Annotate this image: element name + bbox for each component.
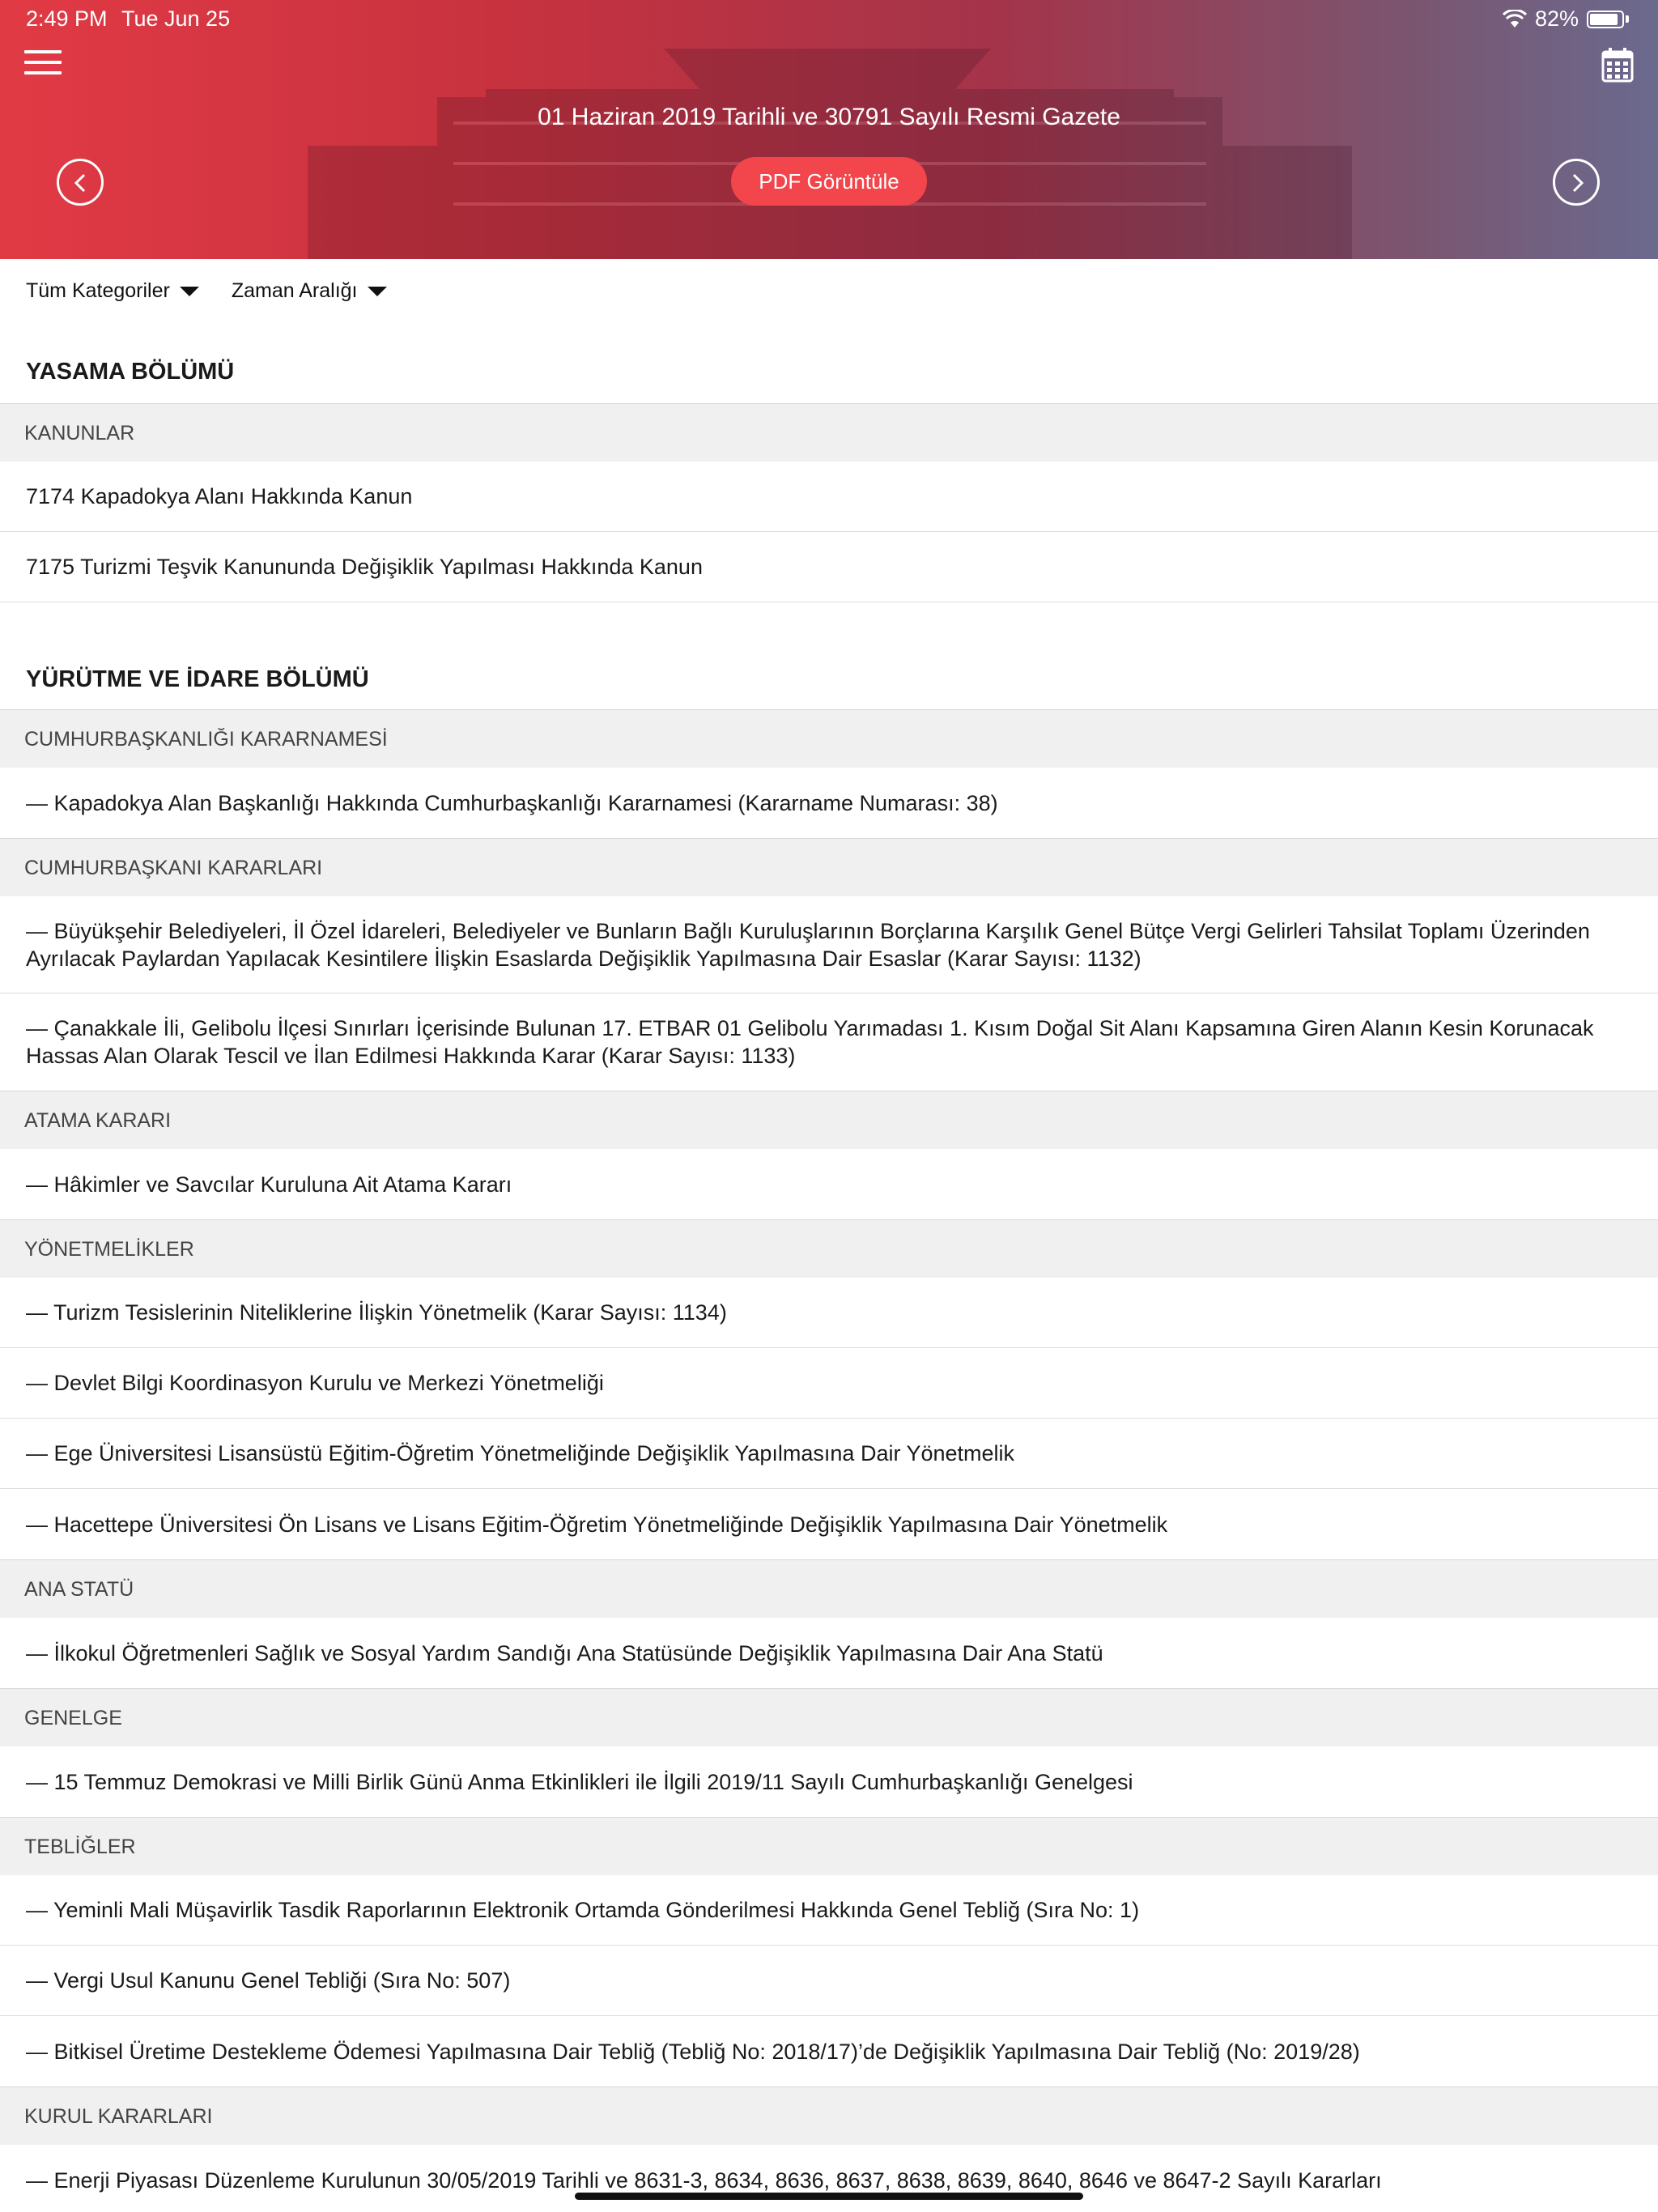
category-header: ATAMA KARARI <box>0 1091 1658 1149</box>
list-item[interactable]: — Vergi Usul Kanunu Genel Tebliği (Sıra No: 507) <box>0 1946 1658 2016</box>
list-item[interactable]: 7174 Kapadokya Alanı Hakkında Kanun <box>0 462 1658 532</box>
status-time: 2:49 PM <box>26 6 108 31</box>
category-header: KURUL KARARLARI <box>0 2087 1658 2145</box>
caret-down-icon <box>180 287 199 296</box>
status-bar <box>0 0 1658 39</box>
battery-icon <box>1587 11 1624 28</box>
category-header: ANA STATÜ <box>0 1559 1658 1618</box>
section-title-yasama: YASAMA BÖLÜMÜ <box>26 359 235 385</box>
list-item[interactable]: — Ege Üniversitesi Lisansüstü Eğitim-Öğretim Yönetmeliğinde Değişiklik Yapılmasına Dair Yönetmelik <box>0 1419 1658 1489</box>
header-banner <box>0 0 1658 259</box>
status-date: Tue Jun 25 <box>121 6 231 31</box>
list-item[interactable]: — Hacettepe Üniversitesi Ön Lisans ve Lisans Eğitim-Öğretim Yönetmeliğinde Değişiklik Yapılmasına Dair Yönetmelik <box>0 1489 1658 1559</box>
hamburger-menu-icon[interactable] <box>24 50 62 78</box>
gazette-title: 01 Haziran 2019 Tarihli ve 30791 Sayılı Resmi Gazete <box>538 104 1120 130</box>
next-issue-button[interactable] <box>1553 159 1600 206</box>
category-filter-dropdown[interactable] <box>26 279 199 303</box>
time-range-dropdown[interactable] <box>232 279 387 303</box>
chevron-left-icon <box>71 172 91 194</box>
category-header: CUMHURBAŞKANLIĞI KARARNAMESİ <box>0 709 1658 768</box>
time-range-label: Zaman Aralığı <box>231 279 358 302</box>
battery-tip <box>1626 15 1629 23</box>
caret-down-icon <box>368 287 387 296</box>
list-item[interactable]: — 15 Temmuz Demokrasi ve Milli Birlik Günü Anma Etkinlikleri ile İlgili 2019/11 Sayılı Cumhurbaşkanlığı Genelgesi <box>0 1746 1658 1817</box>
list-item[interactable]: — Büyükşehir Belediyeleri, İl Özel İdareleri, Belediyeler ve Bunların Bağlı Kuruluşlarının Borçlarına Karşılık Genel Bütçe Vergi Gelirleri Tahsilat Toplamı Üzerinden Ayrılacak Paylardan Yapılacak Kesintilere İlişkin Esaslarda Değişiklik Yapılmasına Dair Esaslar (Karar Sayısı: 1132) <box>0 896 1658 993</box>
home-indicator[interactable] <box>575 2193 1083 2200</box>
category-header: YÖNETMELİKLER <box>0 1219 1658 1278</box>
wifi-icon <box>1503 10 1527 29</box>
category-header: CUMHURBAŞKANI KARARLARI <box>0 838 1658 896</box>
gazette-content-list <box>0 340 1658 2212</box>
category-header: TEBLİĞLER <box>0 1817 1658 1875</box>
list-item[interactable]: — Hâkimler ve Savcılar Kuruluna Ait Atama Kararı <box>0 1149 1658 1219</box>
category-header: GENELGE <box>0 1688 1658 1746</box>
list-item[interactable]: — Enerji Piyasası Düzenleme Kurulunun 30/05/2019 Tarihli ve 8631-3, 8634, 8636, 8637, 8638, 8639, 8640, 8646 ve 8647-2 Sayılı Kararları <box>0 2145 1658 2212</box>
battery-percent: 82% <box>1534 6 1579 31</box>
calendar-icon[interactable] <box>1601 47 1634 83</box>
category-filter-label: Tüm Kategoriler <box>26 279 170 302</box>
section-title-yurutme: YÜRÜTME VE İDARE BÖLÜMÜ <box>26 666 369 692</box>
status-right <box>1503 6 1629 32</box>
list-item[interactable]: — Turizm Tesislerinin Niteliklerine İlişkin Yönetmelik (Karar Sayısı: 1134) <box>0 1278 1658 1348</box>
list-item[interactable]: — Devlet Bilgi Koordinasyon Kurulu ve Merkezi Yönetmeliği <box>0 1348 1658 1419</box>
chevron-right-icon <box>1567 172 1587 194</box>
list-item[interactable]: — Yeminli Mali Müşavirlik Tasdik Raporlarının Elektronik Ortamda Gönderilmesi Hakkında Genel Tebliğ (Sıra No: 1) <box>0 1875 1658 1946</box>
previous-issue-button[interactable] <box>57 159 104 206</box>
list-item[interactable]: — Kapadokya Alan Başkanlığı Hakkında Cumhurbaşkanlığı Kararnamesi (Kararname Numarası: 38) <box>0 768 1658 838</box>
list-item[interactable]: — İlkokul Öğretmenleri Sağlık ve Sosyal Yardım Sandığı Ana Statüsünde Değişiklik Yapılmasına Dair Ana Statü <box>0 1618 1658 1688</box>
category-header: KANUNLAR <box>0 403 1658 462</box>
list-item[interactable]: 7175 Turizmi Teşvik Kanununda Değişiklik Yapılması Hakkında Kanun <box>0 532 1658 602</box>
filter-bar <box>26 279 387 303</box>
pdf-view-button[interactable]: PDF Görüntüle <box>731 157 927 206</box>
list-item[interactable]: — Çanakkale İli, Gelibolu İlçesi Sınırları İçerisinde Bulunan 17. ETBAR 01 Gelibolu Yarımadası 1. Kısım Doğal Sit Alanı Kapsamına Giren Alanın Kesin Korunacak Hassas Alan Olarak Tescil ve İlan Edilmesi Hakkında Karar (Karar Sayısı: 1133) <box>0 993 1658 1091</box>
list-item[interactable]: — Bitkisel Üretime Destekleme Ödemesi Yapılmasına Dair Tebliğ (Tebliğ No: 2018/17)’de Değişiklik Yapılmasına Dair Tebliğ (No: 2019/28) <box>0 2016 1658 2087</box>
